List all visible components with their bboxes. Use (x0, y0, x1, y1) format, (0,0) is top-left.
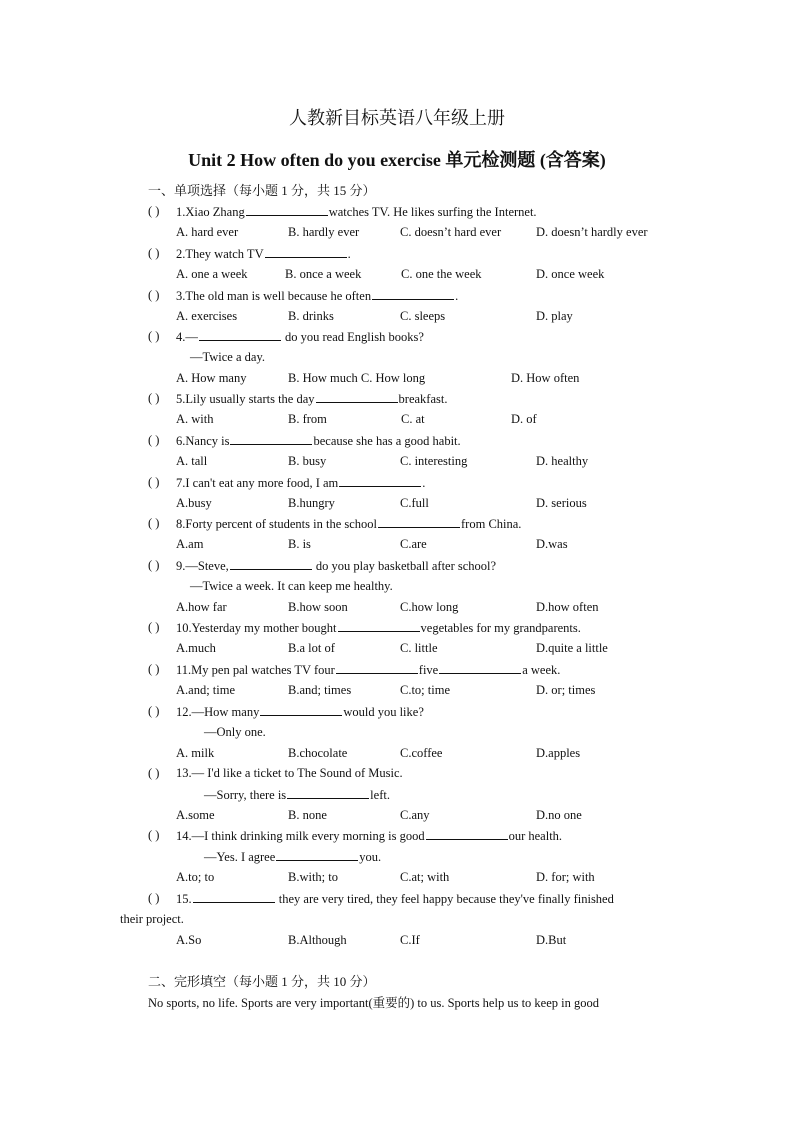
question-text-after: they are very tired, they feel happy because they've finally finished (278, 892, 614, 906)
option-a: A. hard ever (176, 225, 239, 239)
question-text-before: They watch TV (185, 247, 264, 261)
reply-text-after: you. (359, 850, 382, 864)
option-a: A.and; time (176, 683, 236, 697)
question-stem (176, 515, 521, 532)
question-number: 6. (176, 434, 186, 448)
answer-blank (378, 515, 460, 528)
document-title: 人教新目标英语八年级上册 (289, 108, 505, 128)
answer-blank (246, 203, 328, 216)
option-a: A. milk (176, 746, 215, 760)
question-text-before: —How many (191, 705, 260, 719)
question-text-after: vegetables for my grandparents. (420, 621, 581, 635)
question-continuation: their project. (120, 912, 184, 926)
question-text-after: . (347, 247, 351, 261)
option-b: B.and; times (288, 683, 352, 697)
option-d: D. or; times (536, 683, 596, 697)
dialogue-reply: —Twice a week. It can keep me healthy. (190, 579, 393, 593)
option-d: D.quite a little (536, 641, 608, 655)
option-a: A.busy (176, 496, 212, 510)
answer-bracket: ( ) (148, 516, 160, 530)
question-text-before: I can't eat any more food, I am (185, 476, 339, 490)
option-b: B. from (288, 412, 327, 426)
answer-bracket: ( ) (148, 204, 160, 218)
reply-text-after: left. (370, 788, 390, 802)
question-text-before: —I think drinking milk every morning is good (191, 829, 425, 843)
question-stem (176, 432, 461, 449)
question-stem (176, 765, 403, 781)
document-subtitle: Unit 2 How often do you exercise 单元检测题 (含答案) (188, 150, 606, 170)
question-stem (176, 890, 614, 907)
question-text-after: watches TV. He likes surfing the Internet. (328, 205, 537, 219)
option-c: C. sleeps (400, 309, 446, 323)
answer-blank (265, 245, 347, 258)
question-stem (176, 703, 424, 720)
question-text-before: —Steve, (185, 559, 229, 573)
answer-blank (193, 890, 275, 903)
question-text-before: Nancy is (185, 434, 230, 448)
option-a: A. How many (176, 371, 247, 385)
option-d: D.no one (536, 808, 582, 822)
option-c: C.at; with (400, 870, 450, 884)
question-text-after: because she has a good habit. (313, 434, 461, 448)
answer-bracket: ( ) (148, 246, 160, 260)
question-text-before: Forty percent of students in the school (185, 517, 378, 531)
option-d: D. for; with (536, 870, 595, 884)
question-number: 8. (176, 517, 186, 531)
option-d: D. healthy (536, 454, 589, 468)
option-b: B. busy (288, 454, 327, 468)
option-a: A.So (176, 933, 202, 947)
question-text-after: breakfast. (398, 392, 448, 406)
question-text-after: do you play basketball after school? (312, 559, 497, 573)
option-c: C.coffee (400, 746, 443, 760)
option-d: D. How often (511, 371, 580, 385)
question-stem (176, 557, 496, 574)
answer-bracket: ( ) (148, 475, 160, 489)
option-d: D. play (536, 309, 573, 323)
option-a: A. exercises (176, 309, 238, 323)
dialogue-reply: —Only one. (204, 725, 266, 739)
option-b: B. once a week (285, 267, 362, 281)
question-number: 11. (176, 663, 192, 677)
option-a: A.some (176, 808, 215, 822)
option-d: D.was (536, 537, 568, 551)
answer-blank (287, 786, 369, 799)
answer-blank-2 (439, 661, 521, 674)
question-text-before: — (185, 330, 198, 344)
question-stem (176, 661, 560, 678)
answer-bracket: ( ) (148, 891, 160, 905)
answer-bracket: ( ) (148, 828, 160, 842)
answer-blank (338, 619, 420, 632)
option-c: C.how long (400, 600, 459, 614)
question-number: 12. (176, 705, 192, 719)
option-a: A. tall (176, 454, 208, 468)
question-number: 13. (176, 766, 192, 780)
answer-blank (276, 848, 358, 861)
question-number: 3. (176, 289, 186, 303)
question-number: 1. (176, 205, 186, 219)
option-c: C.to; time (400, 683, 450, 697)
answer-blank (316, 390, 398, 403)
option-b: B.chocolate (288, 746, 348, 760)
question-text-after: would you like? (343, 705, 424, 719)
question-number: 5. (176, 392, 186, 406)
option-d: D.But (536, 933, 567, 947)
question-text-before: My pen pal watches TV four (191, 663, 335, 677)
option-b: B. hardly ever (288, 225, 360, 239)
answer-blank (426, 827, 508, 840)
question-stem (176, 827, 562, 844)
option-c: C.full (400, 496, 429, 510)
question-text-before: Xiao Zhang (185, 205, 245, 219)
answer-bracket: ( ) (148, 433, 160, 447)
answer-bracket: ( ) (148, 391, 160, 405)
answer-bracket: ( ) (148, 329, 160, 343)
answer-bracket: ( ) (148, 620, 160, 634)
option-a: A.am (176, 537, 204, 551)
question-text-before: The old man is well because he often (185, 289, 372, 303)
dialogue-reply (204, 848, 381, 865)
option-b: B.with; to (288, 870, 339, 884)
answer-bracket: ( ) (148, 766, 160, 780)
question-stem (176, 287, 458, 304)
option-a: A.how far (176, 600, 227, 614)
option-d: D. doesn’t hardly ever (536, 225, 648, 239)
question-text-after: do you read English books? (281, 330, 424, 344)
question-stem (176, 474, 425, 491)
reply-text-before: —Yes. I agree (204, 850, 276, 864)
section-heading-multiple-choice: 一、单项选择（每小题 1 分，共 15 分） (148, 183, 376, 198)
question-stem (176, 203, 537, 220)
question-item (0, 890, 794, 970)
reply-text-before: —Sorry, there is (204, 788, 287, 802)
answer-blank (230, 432, 312, 445)
question-stem (176, 390, 447, 407)
option-c: C.any (400, 808, 430, 822)
cloze-passage-text: No sports, no life. Sports are very important(重要的) to us. Sports help us to keep in good (148, 996, 599, 1010)
answer-blank (339, 474, 421, 487)
option-c: C. interesting (400, 454, 468, 468)
answer-blank (336, 661, 418, 674)
question-text-middle: five (418, 663, 439, 677)
question-number: 14. (176, 829, 192, 843)
question-text-before: Yesterday my mother bought (191, 621, 337, 635)
option-b: B.a lot of (288, 641, 335, 655)
question-text-before: — I'd like a ticket to The Sound of Music. (191, 766, 403, 780)
answer-bracket: ( ) (148, 558, 160, 572)
option-b: B. is (288, 537, 311, 551)
question-text-before: Lily usually starts the day (185, 392, 315, 406)
option-a: A.much (176, 641, 216, 655)
answer-blank (230, 557, 312, 570)
answer-blank (372, 287, 454, 300)
dialogue-reply: —Twice a day. (190, 350, 266, 364)
option-c: C. at (401, 412, 425, 426)
question-text-after: a week. (522, 663, 561, 677)
answer-blank (199, 328, 281, 341)
answer-blank (260, 703, 342, 716)
question-text-after: . (455, 289, 459, 303)
option-a: A. with (176, 412, 214, 426)
question-number: 4. (176, 330, 186, 344)
question-stem (176, 245, 351, 262)
question-number: 10. (176, 621, 192, 635)
option-d: D. of (511, 412, 537, 426)
option-a: A.to; to (176, 870, 215, 884)
question-number: 15. (176, 892, 192, 906)
question-number: 7. (176, 476, 186, 490)
option-c: C.If (400, 933, 420, 947)
option-b: B.Although (288, 933, 347, 947)
answer-bracket: ( ) (148, 288, 160, 302)
option-c: C. doesn’t hard ever (400, 225, 502, 239)
question-text-after: from China. (461, 517, 522, 531)
option-b: B.how soon (288, 600, 348, 614)
option-a: A. one a week (176, 267, 248, 281)
question-text-after: our health. (508, 829, 563, 843)
dialogue-reply (204, 786, 390, 803)
question-text-after: . (422, 476, 426, 490)
option-b: B. none (288, 808, 327, 822)
option-d: D. once week (536, 267, 605, 281)
question-number: 9. (176, 559, 186, 573)
option-b: B. How much C. How long (288, 371, 426, 385)
option-c: C. little (400, 641, 438, 655)
question-number: 2. (176, 247, 186, 261)
option-d: D.how often (536, 600, 599, 614)
question-stem (176, 328, 424, 345)
answer-bracket: ( ) (148, 704, 160, 718)
option-c: C.are (400, 537, 427, 551)
option-d: D. serious (536, 496, 587, 510)
option-b: B.hungry (288, 496, 335, 510)
option-c: C. one the week (401, 267, 482, 281)
option-b: B. drinks (288, 309, 334, 323)
answer-bracket: ( ) (148, 662, 160, 676)
question-stem (176, 619, 581, 636)
option-d: D.apples (536, 746, 581, 760)
section-heading-cloze: 二、完形填空（每小题 1 分，共 10 分） (148, 974, 376, 989)
